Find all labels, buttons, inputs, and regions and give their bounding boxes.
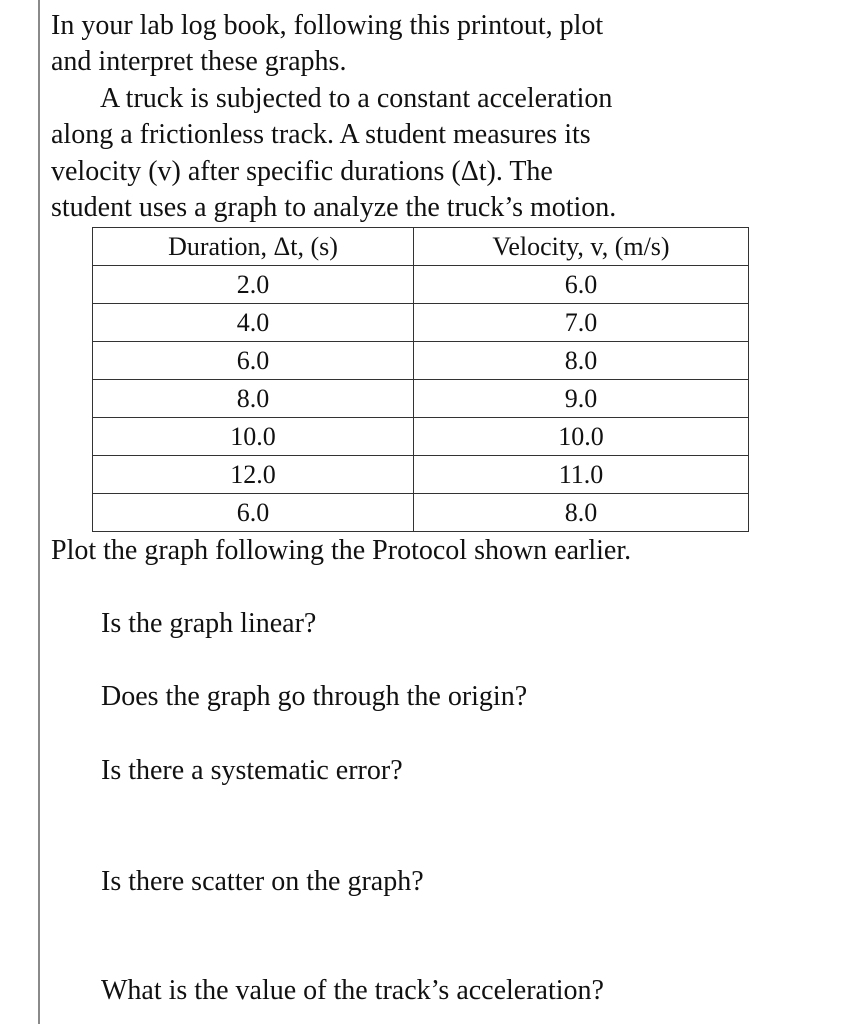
table-row [93,266,749,304]
velocity-cell: 9.0 [414,380,749,418]
intro-line-3: A truck is subjected to a constant acceleration [100,83,613,114]
duration-cell: 6.0 [93,494,414,532]
velocity-cell: 11.0 [414,456,749,494]
table-row [93,380,749,418]
duration-header: Duration, Δt, (s) [93,228,414,266]
question-linear: Is the graph linear? [101,608,317,639]
velocity-cell: 7.0 [414,304,749,342]
table-row [93,494,749,532]
duration-cell: 8.0 [93,380,414,418]
question-scatter: Is there scatter on the graph? [101,866,424,897]
intro-line-2: and interpret these graphs. [51,46,347,77]
table-row [93,304,749,342]
duration-cell: 4.0 [93,304,414,342]
left-margin-rule [38,0,40,1024]
intro-line-6: student uses a graph to analyze the truck’s motion. [51,192,617,223]
velocity-cell: 8.0 [414,342,749,380]
velocity-cell: 6.0 [414,266,749,304]
data-table [92,227,749,532]
question-origin: Does the graph go through the origin? [101,681,528,712]
velocity-header: Velocity, v, (m/s) [414,228,749,266]
table-row [93,456,749,494]
velocity-cell: 10.0 [414,418,749,456]
duration-cell: 6.0 [93,342,414,380]
question-systematic-error: Is there a systematic error? [101,755,403,786]
duration-cell: 2.0 [93,266,414,304]
plot-instruction: Plot the graph following the Protocol shown earlier. [51,535,632,566]
intro-line-4: along a frictionless track. A student measures its [51,119,591,150]
table-header-row [93,228,749,266]
duration-cell: 10.0 [93,418,414,456]
question-acceleration: What is the value of the track’s acceleration? [101,975,604,1006]
duration-cell: 12.0 [93,456,414,494]
intro-line-1: In your lab log book, following this printout, plot [51,10,604,41]
velocity-cell: 8.0 [414,494,749,532]
table-row [93,418,749,456]
intro-line-5: velocity (v) after specific durations (Δt). The [51,156,553,187]
table-row [93,342,749,380]
